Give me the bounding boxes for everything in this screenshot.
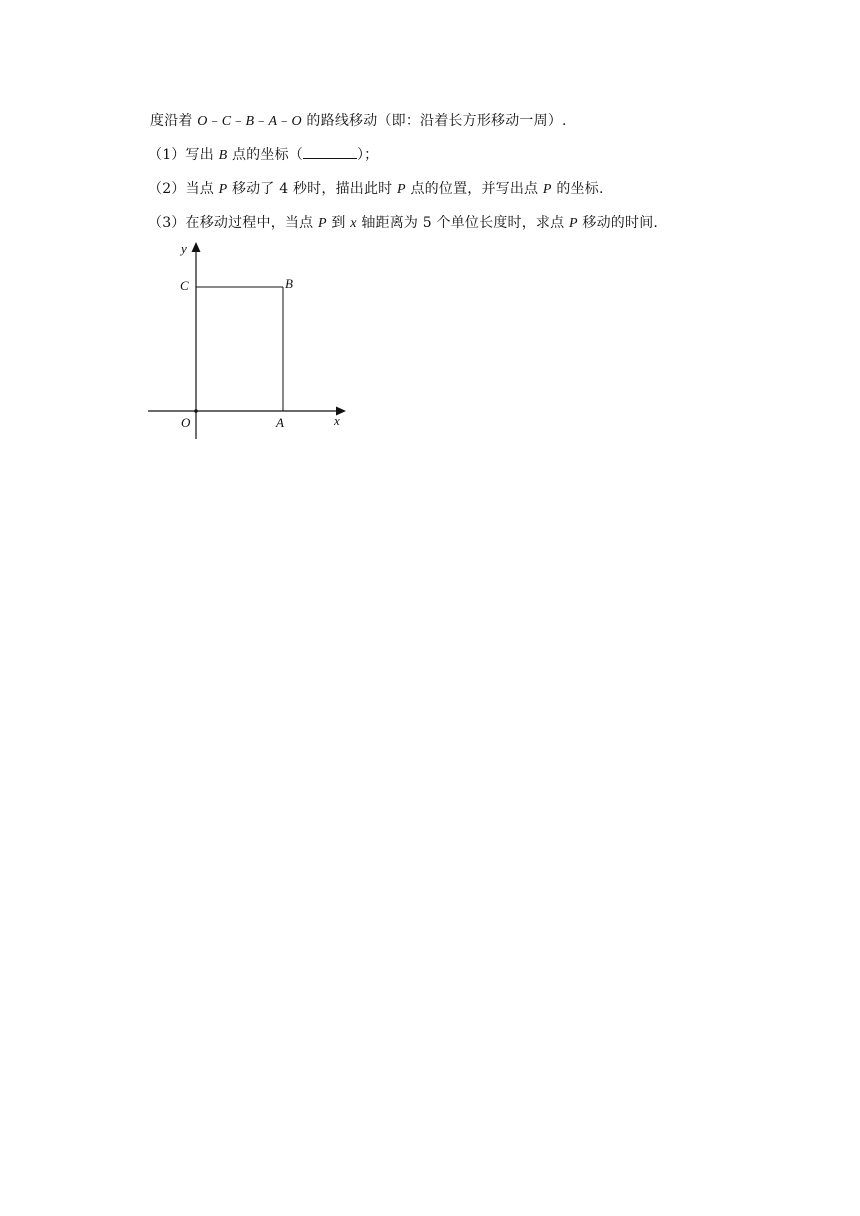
intro-text-2: 的路线移动（即：沿着长方形移动一周）. xyxy=(301,113,567,129)
point-p: P xyxy=(317,216,327,231)
variable-x: x xyxy=(350,216,357,231)
point-c: C xyxy=(221,114,232,129)
dash: ﹣ xyxy=(254,113,269,129)
question-3 xyxy=(148,214,658,233)
y-axis-label: y xyxy=(181,241,187,256)
origin-dot xyxy=(194,409,198,413)
dash: ﹣ xyxy=(207,113,222,129)
point-b: B xyxy=(245,114,255,129)
y-axis-arrow xyxy=(192,242,201,252)
point-a: A xyxy=(268,114,278,129)
x-axis-label: x xyxy=(334,413,340,428)
q2-text-2: 移动了 4 秒时，描出此时 xyxy=(227,181,398,197)
dash: ﹣ xyxy=(277,113,292,129)
intro-text-1: 度沿着 xyxy=(150,113,198,129)
point-o: O xyxy=(197,114,208,129)
q3-text-2: 到 xyxy=(326,215,351,231)
label-b: B xyxy=(285,276,293,291)
point-p: P xyxy=(542,182,552,197)
q2-text-1: （2）当点 xyxy=(148,181,219,197)
dash: ﹣ xyxy=(231,113,246,129)
point-p: P xyxy=(218,182,228,197)
q1-text-3: ）； xyxy=(356,147,379,163)
point-b: B xyxy=(218,148,228,163)
coordinate-figure xyxy=(140,236,360,446)
q3-text-1: （3）在移动过程中，当点 xyxy=(148,215,318,231)
q2-text-4: 的坐标. xyxy=(551,181,604,197)
q3-text-3: 轴距离为 5 个单位长度时，求点 xyxy=(356,215,569,231)
point-o: O xyxy=(291,114,302,129)
answer-blank xyxy=(303,146,357,159)
problem-intro xyxy=(150,112,567,131)
q3-text-4: 移动的时间. xyxy=(577,215,659,231)
question-1 xyxy=(148,146,378,165)
question-2 xyxy=(148,180,604,199)
label-a: A xyxy=(276,415,284,430)
label-c: C xyxy=(180,278,189,293)
q1-text-2: 点的坐标（ xyxy=(227,147,303,163)
q1-text-1: （1）写出 xyxy=(148,147,219,163)
label-o: O xyxy=(181,415,191,430)
q2-text-3: 点的位置，并写出点 xyxy=(405,181,543,197)
point-p: P xyxy=(568,216,578,231)
point-p: P xyxy=(397,182,406,197)
